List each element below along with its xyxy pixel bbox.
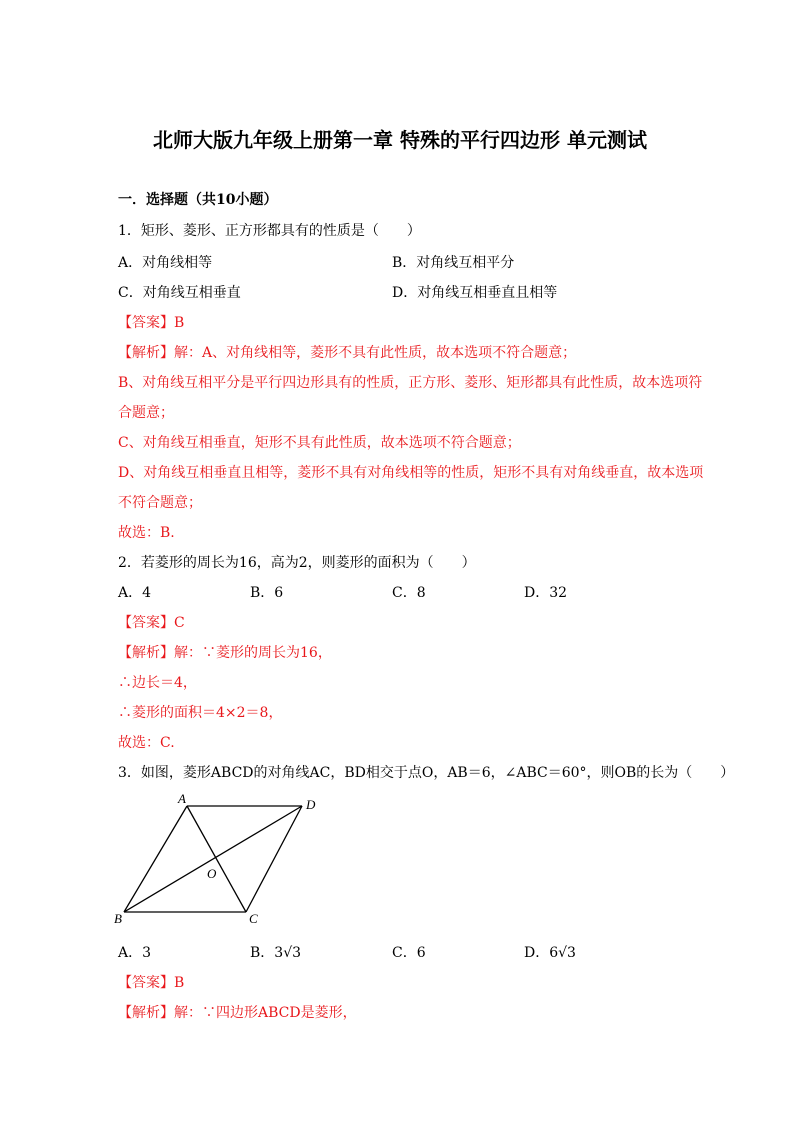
answer-value: C bbox=[174, 615, 185, 631]
q1-analysis-line-1 bbox=[118, 344, 576, 362]
rhombus-figure bbox=[112, 792, 322, 928]
answer-label: 【答案】 bbox=[118, 975, 174, 991]
q1-option-d: D．对角线互相垂直且相等 bbox=[392, 285, 558, 301]
section-heading: 一．选择题（共10小题） bbox=[118, 192, 278, 208]
analysis-label: 【解析】 bbox=[118, 1005, 174, 1021]
answer-value: B bbox=[174, 315, 185, 331]
q3-option-b: B．3√3 bbox=[250, 945, 302, 961]
q3-answer bbox=[118, 974, 184, 992]
q2-option-a: A．4 bbox=[118, 585, 152, 601]
q2-analysis-line-2: ∴边长＝4， bbox=[118, 675, 197, 691]
q3-stem: 3．如图，菱形ABCD的对角线AC，BD相交于点O，AB＝6，∠ABC＝60°，则OB的长为（ ） bbox=[118, 765, 735, 781]
analysis-text: 解：A、对角线相等，菱形不具有此性质，故本选项不符合题意； bbox=[174, 345, 577, 361]
answer-label: 【答案】 bbox=[118, 615, 174, 631]
center-label-o: O bbox=[207, 866, 217, 881]
analysis-text: 解：∵菱形的周长为16， bbox=[174, 645, 332, 661]
q2-option-b: B．6 bbox=[250, 585, 284, 601]
q1-answer bbox=[118, 314, 184, 332]
diagonal-bd bbox=[124, 806, 302, 912]
answer-value: B bbox=[174, 975, 185, 991]
q2-analysis-line-1 bbox=[118, 644, 332, 662]
q1-stem: 1．矩形、菱形、正方形都具有的性质是（ ） bbox=[118, 223, 421, 239]
vertex-label-d: D bbox=[306, 797, 316, 812]
q3-analysis-line-1 bbox=[118, 1004, 357, 1022]
q1-analysis-line-7: 故选：B. bbox=[118, 525, 175, 541]
q1-analysis-line-5: D、对角线互相垂直且相等，菱形不具有对角线相等的性质，矩形不具有对角线垂直，故本选项 bbox=[118, 465, 704, 481]
analysis-label: 【解析】 bbox=[118, 345, 174, 361]
q1-analysis-line-6: 不符合题意； bbox=[118, 495, 202, 511]
vertex-label-c: C bbox=[249, 911, 258, 926]
q2-option-c: C．8 bbox=[392, 585, 426, 601]
q2-analysis-line-3: ∴菱形的面积＝4×2＝8， bbox=[118, 705, 283, 721]
q2-analysis-line-4: 故选：C. bbox=[118, 735, 175, 751]
diagonal-ac bbox=[187, 806, 246, 912]
q1-option-a: A．对角线相等 bbox=[118, 255, 213, 271]
side-ab bbox=[124, 806, 187, 912]
side-cd bbox=[246, 806, 302, 912]
q2-answer bbox=[118, 614, 185, 632]
q2-stem: 2．若菱形的周长为16，高为2，则菱形的面积为（ ） bbox=[118, 555, 476, 571]
q1-analysis-line-4: C、对角线互相垂直，矩形不具有此性质，故本选项不符合题意； bbox=[118, 435, 521, 451]
vertex-label-b: B bbox=[114, 911, 122, 926]
q3-option-a: A．3 bbox=[118, 945, 152, 961]
q1-analysis-line-3: 合题意； bbox=[118, 405, 174, 421]
q2-option-d: D．32 bbox=[524, 585, 568, 601]
vertex-label-a: A bbox=[178, 792, 186, 806]
answer-label: 【答案】 bbox=[118, 315, 174, 331]
q3-option-d: D．6√3 bbox=[524, 945, 576, 961]
analysis-text: 解：∵四边形ABCD是菱形， bbox=[174, 1005, 357, 1021]
q3-option-c: C．6 bbox=[392, 945, 426, 961]
analysis-label: 【解析】 bbox=[118, 645, 174, 661]
page-title: 北师大版九年级上册第一章 特殊的平行四边形 单元测试 bbox=[153, 128, 647, 152]
q1-option-b: B．对角线互相平分 bbox=[392, 255, 515, 271]
q1-option-c: C．对角线互相垂直 bbox=[118, 285, 241, 301]
q1-analysis-line-2: B、对角线互相平分是平行四边形具有的性质，正方形、菱形、矩形都具有此性质，故本选项符 bbox=[118, 375, 703, 391]
